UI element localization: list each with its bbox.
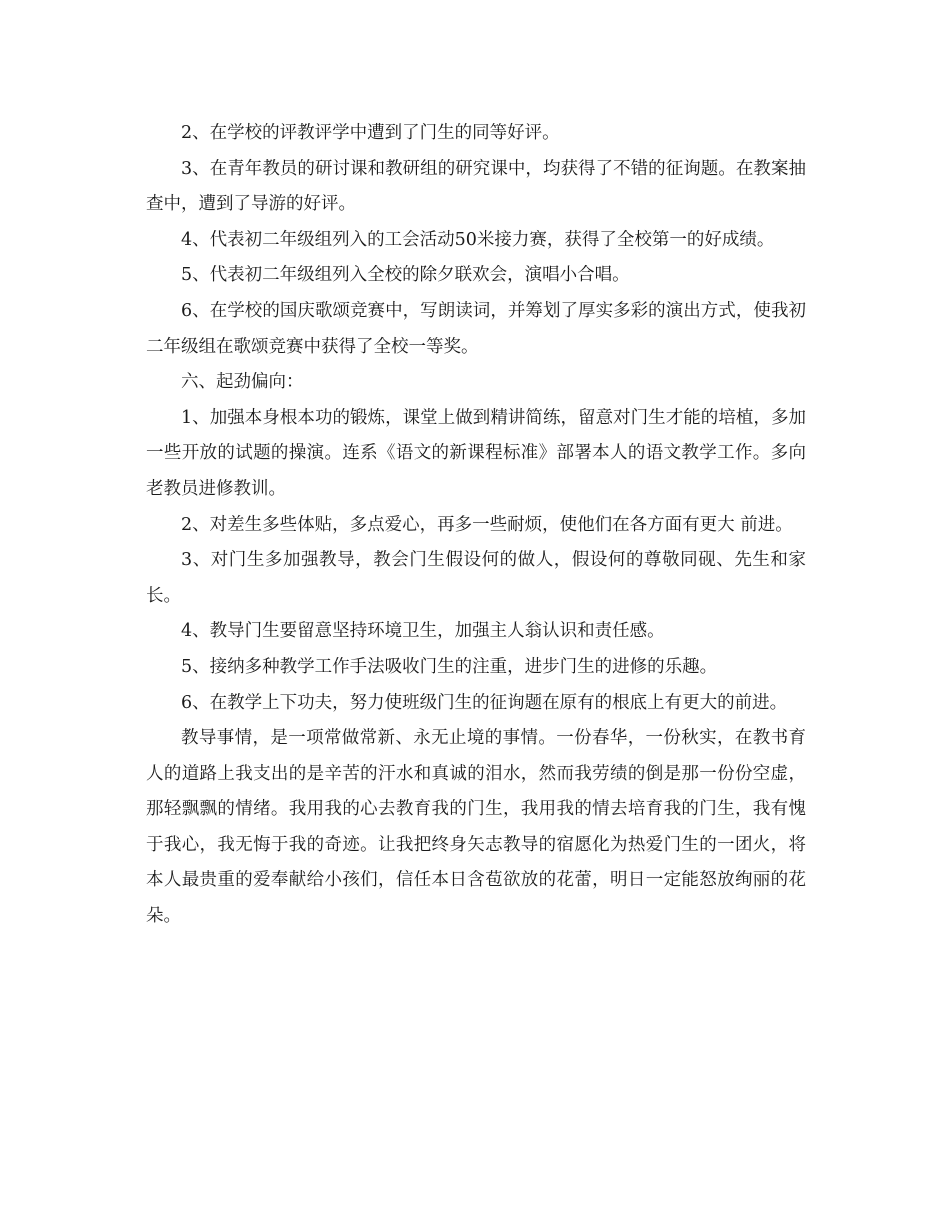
paragraph-achievement-5: 5、代表初二年级组列入全校的除夕联欢会，演唱小合唱。 (181, 265, 630, 286)
paragraph-achievement-6: 6、在学校的国庆歌颂竞赛中，写朗读词，并筹划了厚实多彩的演出方式，使我初二年级组在歌颂竞赛中获得了全校一等奖。 (146, 300, 806, 357)
paragraph-direction-1: 1、加强本身根本功的锻炼，课堂上做到精讲简练，留意对门生才能的培植，多加一些开放的试题的操演。连系《语文的新课程标准》部署本人的语文教学工作。多向老教员进修教训。 (146, 407, 806, 499)
section-heading-direction: 六、起劲偏向： (181, 372, 304, 393)
paragraph-direction-5: 5、接纳多种教学工作手法吸收门生的注重，进步门生的进修的乐趣。 (181, 656, 718, 677)
paragraph-achievement-2: 2、在学校的评教评学中遭到了门生的同等好评。 (181, 123, 560, 143)
paragraph-achievement-4: 4、代表初二年级组列入的工会活动50米接力赛，获得了全校第一的好成绩。 (181, 229, 775, 250)
paragraph-direction-4: 4、教导门生要留意坚持环境卫生，加强主人翁认识和责任感。 (181, 621, 665, 642)
paragraph-direction-2: 2、对差生多些体贴，多点爱心，再多一些耐烦，使他们在各方面有更大 前进。 (181, 514, 793, 535)
paragraph-conclusion: 教导事情，是一项常做常新、永无止境的事情。一份春华，一份秋实，在教书育人的道路上我支出的是辛苦的汗水和真诚的泪水，然而我劳绩的倒是那一份份空虚，那轻飘飘的情绪。我用我的心去教育我的门生，我用我的情去培育我的门生，我有愧于我心，我无悔于我的奇迹。让我把终身矢志教导的宿愿化为热爱门生的一团火，将本人最贵重的爱奉献给小孩们，信任本日含苞欲放的花蕾，明日一定能怒放绚丽的花朵。 (146, 728, 806, 927)
paragraph-direction-6: 6、在教学上下功夫，努力使班级门生的征询题在原有的根底上有更大的前进。 (181, 692, 788, 713)
paragraph-direction-3: 3、对门生多加强教导，教会门生假设何的做人，假设何的尊敬同砚、先生和家长。 (146, 550, 806, 606)
paragraph-achievement-3: 3、在青年教员的研讨课和教研组的研究课中，均获得了不错的征询题。在教案抽查中，遭到了导游的好评。 (146, 158, 806, 215)
document-body (146, 116, 806, 935)
